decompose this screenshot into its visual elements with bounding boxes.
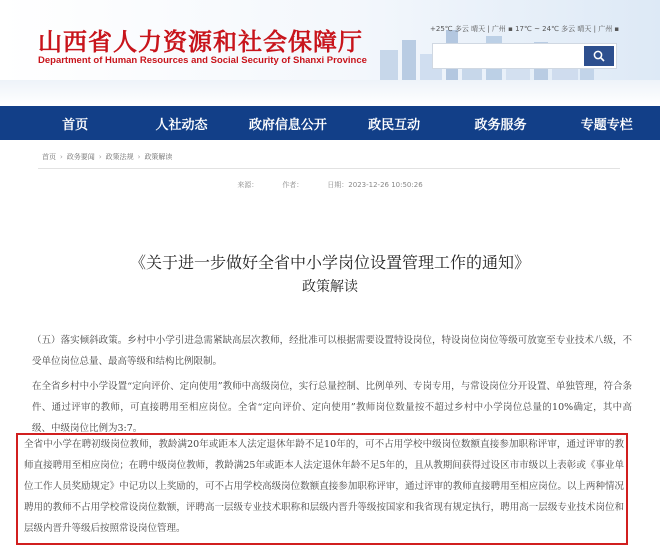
nav-item-topics[interactable]: 专题专栏 [580,117,633,133]
search-button[interactable] [584,46,614,66]
nav-spacer [0,106,22,140]
breadcrumb-news[interactable]: 政务要闻 [66,153,95,161]
breadcrumb [42,152,172,162]
article-author: 作者： [282,181,304,189]
breadcrumb-separator: › [137,153,141,161]
breadcrumb-policy[interactable]: 政策法规 [105,153,134,161]
nav-item-news[interactable]: 人社动态 [155,117,208,133]
weather-info: +25℃ 多云 晴天 | 广州 ▪ 17℃ ~ 24℃ 多云 晴天 | 广州 ▪ [430,25,620,33]
article-paragraph-highlighted: 全省中小学在聘初级岗位教师，教龄满20年或距本人法定退休年龄不足10年的，可不占用学校中级岗位数额直接参加职称评审，通过评审的教师直接聘用至相应岗位；在聘中级岗位教师，教龄满25年或距本人法定退休年龄不足5年的，且从教期间获得过设区市市级以上表彰或《事业单位工作人员奖励规定》中记功以上奖励的，可不占用学校高级岗位数额直接参加职称评审，通过评审的教师直接聘用至相应岗位。以上两种情况聘用的教师不占用学校常设岗位数额，评聘高一层级专业技术职称和层级内晋升等级按国家和我省现有规定执行，聘用高一层级专业技术岗位和层级内晋升等级后按照常设岗位管理。 [24,439,624,534]
header-band [0,80,660,106]
search-icon [593,50,605,62]
article-source: 来源： [237,181,259,189]
article-title: 《关于进一步做好全省中小学岗位设置管理工作的通知》 [129,253,530,272]
nav-item-gov-info[interactable]: 政府信息公开 [248,117,327,133]
site-logo-title[interactable]: 山西省人力资源和社会保障厅 [38,28,363,56]
site-logo-subtitle: Department of Human Resources and Social Security of Shanxi Province [38,55,367,66]
main-nav [0,106,660,140]
site-header [0,0,660,80]
breadcrumb-interpretation[interactable]: 政策解读 [144,153,173,161]
nav-item-services[interactable]: 政务服务 [474,117,527,133]
breadcrumb-separator: › [98,153,102,161]
nav-item-home[interactable]: 首页 [62,117,89,133]
article-date: 日期：2023-12-26 10:50:26 [327,181,423,189]
article-paragraph: 在全省乡村中小学设置“定向评价、定向使用”教师中高级岗位，实行总量控制、比例单列、专岗专用，与常设岗位分开设置、单独管理，符合条件、通过评审的教师，可直接聘用至相应岗位。全省“定向评价、定向使用”教师岗位数量按不超过乡村中小学岗位总量的10%确定，其中高级、中级岗位比例为3:7。 [32,381,632,434]
article-meta [0,180,660,190]
breadcrumb-home[interactable]: 首页 [42,153,56,161]
breadcrumb-separator: › [60,153,63,161]
nav-item-interaction[interactable]: 政民互动 [368,117,421,133]
content-divider [38,168,620,169]
article-paragraph: （五）落实倾斜政策。乡村中小学引进急需紧缺高层次教师，经批准可以根据需要设置特设岗位，特设岗位岗位等级可放宽至专业技术八级，不受单位岗位总量、最高等级和结构比例限制。 [32,335,632,367]
article-subtitle: 政策解读 [302,279,358,295]
